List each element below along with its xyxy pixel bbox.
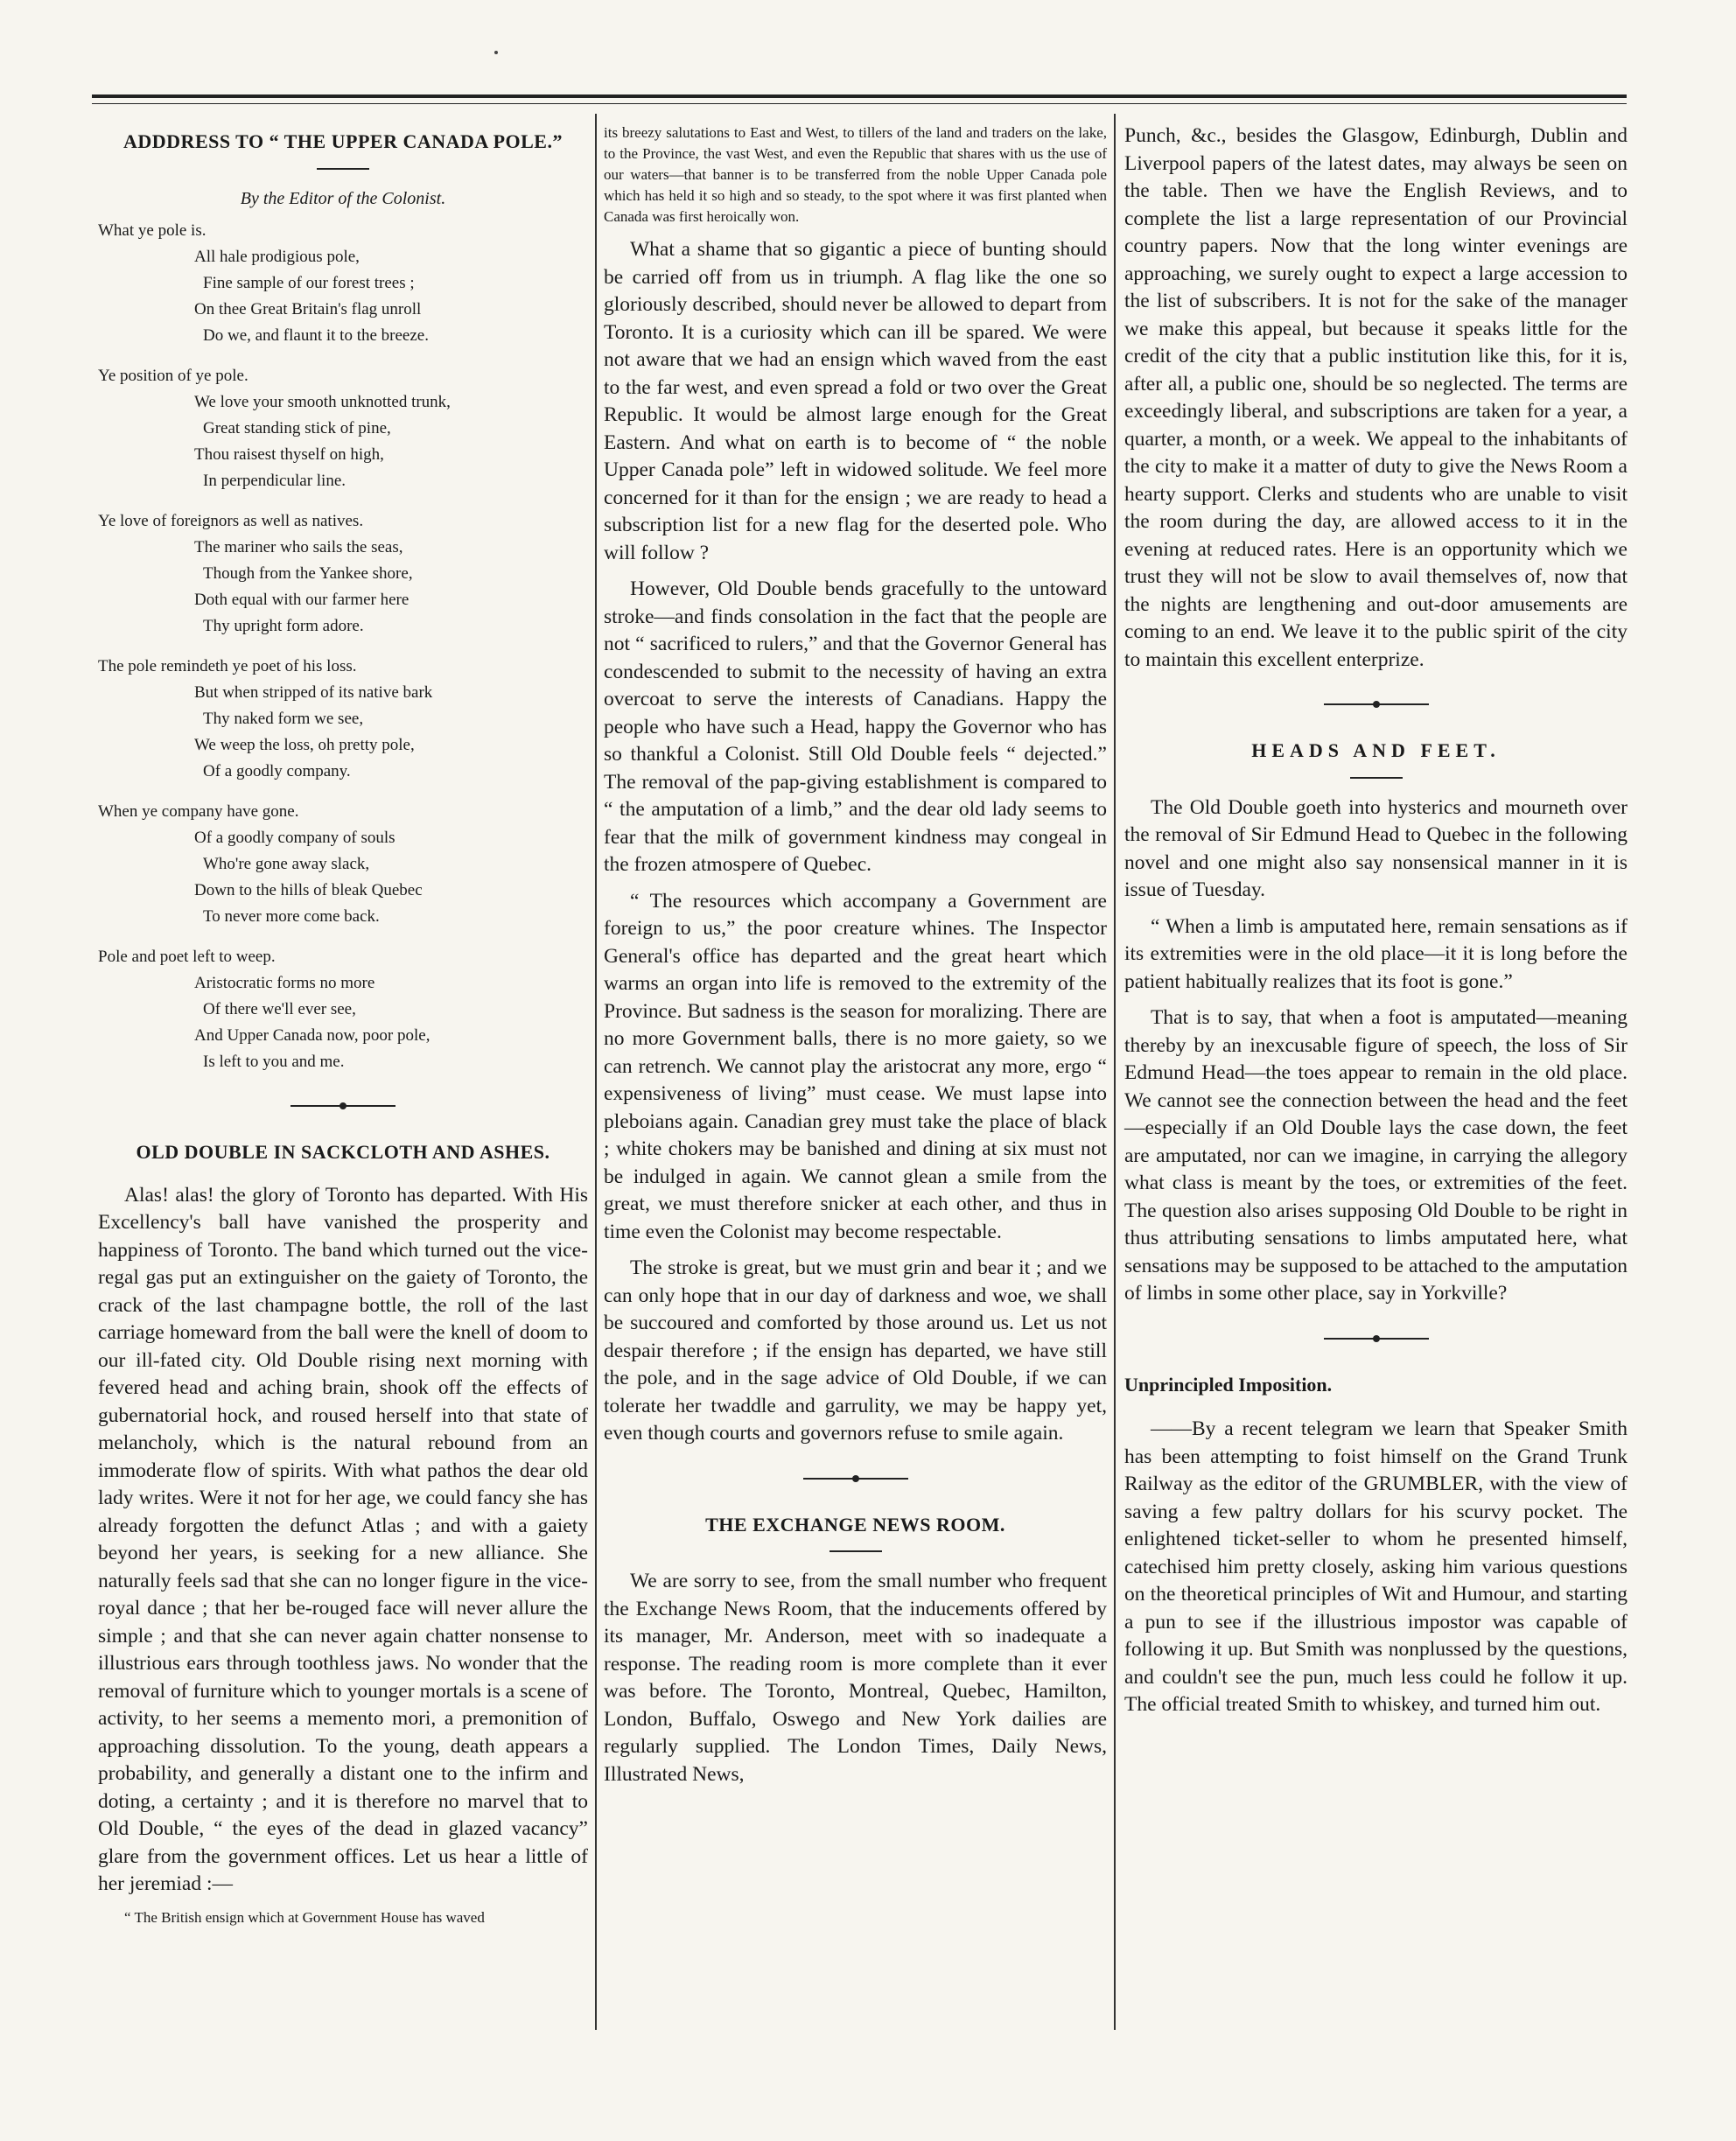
short-rule — [830, 1550, 882, 1552]
poem-line: Thy upright form adore. — [203, 617, 364, 635]
paragraph: However, Old Double bends gracefully to the untoward stroke—and finds consolation in the fact that the people are not “ sacrificed to rulers,” and that the Governor General has condescended to submit to the necessity of having an extra overcoat to serve the interests of Canadians. Happy the people who have such a Head, happy the Governor who has so thankful a Colonist. Still Old Double feels “ dejected.” The removal of the pap-giving establishment is compared to “ the amputation of a limb,” and the dear old lady seems to fear that the milk of government kindness may congeal in the frozen atmospere of Quebec. — [604, 577, 1107, 876]
section-ornament — [290, 1105, 396, 1107]
poem-stanza — [98, 799, 588, 930]
poem-byline: By the Editor of the Colonist. — [240, 188, 446, 208]
column-rule-1 — [595, 114, 597, 2030]
poem-line: Ye position of ye pole. — [98, 367, 248, 385]
poem-line: And Upper Canada now, poor pole, — [194, 1026, 430, 1045]
paragraph: ——By a recent telegram we learn that Speaker Smith has been attempting to foist himself on the Grand Trunk Railway as the editor of the GRUMBLER, with the view of saving a few paltry dollars for his scurvy pocket. The enlightened ticket-seller to whom he presented himself, catechised him pretty closely, asking him various questions on the theoretical principles of Wit and Humour, and starting a pun to see if the illustrious impostor was capable of following it up. But Smith was nonplussed by the questions, and couldn't see the pun, much less could he follow it up. The official treated Smith to whiskey, and turned him out. — [1124, 1417, 1628, 1716]
poem-line: The pole remindeth ye poet of his loss. — [98, 657, 357, 675]
poem-line: Is left to you and me. — [203, 1053, 345, 1071]
column-1 — [98, 122, 588, 1937]
poem-line: What ye pole is. — [98, 221, 206, 240]
poem — [98, 218, 588, 1075]
paragraph: We are sorry to see, from the small number who frequent the Exchange News Room, that the inducements offered by its manager, Mr. Anderson, meet with so inadequate a response. The reading room is more complete than it ever was before. The Toronto, Montreal, Quebec, Hamilton, London, Buffalo, Oswego and New York dailies are regularly supplied. The London Times, Daily News, Illustrated News, — [604, 1570, 1107, 1786]
speck — [494, 51, 498, 54]
poem-line: We love your smooth unknotted trunk, — [194, 393, 451, 411]
poem-stanza — [98, 218, 588, 349]
paragraph: “ The resources which accompany a Government are foreign to us,” the poor creature whines. The Inspector General's office has departed and the great heart which warms an organ into life is removed to the extremity of the Province. But sadness is the season for moralizing. There are no more Government balls, there is no more gaiety, so we can retrench. We cannot play the aristocrat any more, ergo “ expensiveness of living” must cease. We must lapse into pleboians again. Canadian grey must take the place of black ; white chokers may be banished and dining at six must not be indulged in again. We cannot glean a smile from the great, we must therefore snicker at each other, and thus in time even the Colonist may become respectable. — [604, 889, 1107, 1243]
paragraph: What a shame that so gigantic a piece of bunting should be carried off from us in triumph. A flag like the one so gloriously described, should never be allowed to depart from Toronto. It is a curiosity which can ill be spared. We were not aware that we had an ensign which waved from the east to the far west, and even spread a fold or two over the Great Republic. It would be almost large enough for the Great Eastern. And what on earth is to become of “ the noble Upper Canada pole” left in widowed solitude. We feel more concerned for it than for the ensign ; we are ready to head a subscription list for a new flag for the deserted pole. Who will follow ? — [604, 238, 1107, 564]
poem-line: We weep the loss, oh pretty pole, — [194, 736, 415, 754]
section-ornament — [803, 1478, 908, 1480]
poem-title: ADDDRESS TO “ THE UPPER CANADA POLE.” — [123, 130, 563, 152]
section-ornament — [1324, 1338, 1429, 1340]
poem-line: Thy naked form we see, — [203, 710, 364, 728]
poem-line: Of a goodly company of souls — [194, 829, 396, 847]
poem-stanza — [98, 508, 588, 640]
section-ornament — [1324, 703, 1429, 705]
poem-line: Fine sample of our forest trees ; — [203, 274, 415, 292]
poem-stanza — [98, 654, 588, 785]
short-rule — [1350, 777, 1403, 779]
quote-start: “ The British ensign which at Government House has waved — [124, 1908, 485, 1926]
poem-line: All hale prodigious pole, — [194, 248, 360, 266]
poem-line: Thou raisest thyself on high, — [194, 445, 384, 464]
poem-line: Of there we'll ever see, — [203, 1000, 356, 1018]
poem-line: In perpendicular line. — [203, 472, 346, 490]
poem-stanza — [98, 363, 588, 494]
poem-line: Who're gone away slack, — [203, 855, 370, 873]
poem-line: Pole and poet left to weep. — [98, 948, 276, 966]
poem-line: Of a goodly company. — [203, 762, 351, 780]
top-rule — [92, 94, 1627, 98]
article-title: OLD DOUBLE IN SACKCLOTH AND ASHES. — [136, 1141, 550, 1163]
poem-line: When ye company have gone. — [98, 802, 299, 821]
paragraph: The Old Double goeth into hysterics and mourneth over the removal of Sir Edmund Head to Quebec in the following novel and one might also say nonsensical manner in it is issue of Tuesday. — [1124, 795, 1628, 901]
article-body: Alas! alas! the glory of Toronto has departed. With His Excellency's ball have vanished the prosperity and happiness of Toronto. The band which turned out the vice-regal gas put an extinguisher on the gaiety of Toronto, the crack of the last champagne bottle, the roll of the last carriage homeward from the ball were the knell of doom to our ill-fated city. Old Double rising next morning with fevered head and aching brain, shook off the effects of gubernatorial hock, and roused herself into that state of melancholy, which is the natural rebound from an immoderate flow of spirits. With what pathos the dear old lady writes. Were it not for her age, we could fancy she has already forgotten the defunct Atlas ; and with a gaiety beyond her years, is seeking for a new alliance. She naturally feels sad that she can no longer figure in the vice-royal dance ; that her be-rouged face will never allure the simple ; and that she can never again chatter nonsense to illustrious ears through toothless jaws. No wonder that the removal of furniture which to younger mortals is a scene of activity, to her seems a memento mori, a premonition of approaching dissolution. To the young, death appears a probability, and generally a distant one to the infirm and doting, a certainty ; and it is therefore no marvel that to Old Double, “ the eyes of the dead in glazed vacancy” glare from the government offices. Let us hear a little of her jeremiad :— — [98, 1183, 588, 1895]
poem-line: Though from the Yankee shore, — [203, 564, 413, 583]
poem-line: Great standing stick of pine, — [203, 419, 391, 437]
news-room-title: THE EXCHANGE NEWS ROOM. — [705, 1513, 1005, 1536]
poem-line: Down to the hills of bleak Quebec — [194, 881, 423, 899]
paragraph: Punch, &c., besides the Glasgow, Edinburgh, Dublin and Liverpool papers of the latest dates, may always be seen on the table. Then we have the English Reviews, and to complete the list a large representation of our Provincial country papers. Now that the long winter evenings are approaching, we surely ought to expect a large accession to the list of subscribers. It is not for the sake of the manager we make this appeal, but because it speaks little for the credit of the city that a public institution like this, for it is, after all, a public one, should be so neglected. The terms are exceedingly liberal, and subscriptions are taken for a year, a quarter, a month, or a week. We appeal to the inhabitants of the city to make it a matter of duty to give the News Room a hearty support. Clerks and students who are unable to visit the room during the day, are allowed access to it in the evening at reduced rates. Here is an opportunity which we trust they will not be slow to avail themselves of, now that the nights are lengthening and out-door amusements are coming to an end. We leave it to the public spirit of the city to maintain this excellent enterprize. — [1124, 124, 1628, 671]
quote-continued: its breezy salutations to East and West, to tillers of the land and traders on the lake, to the Province, the vast West, and even the Republic that shares with us the use of our waters—that banner is to be transferred from the noble Upper Canada pole which has held it so high and so steady, to the spot where it was first planted when Canada was first heroically won. — [604, 124, 1107, 225]
poem-line: Ye love of foreignors as well as natives. — [98, 512, 364, 530]
poem-line: But when stripped of its native bark — [194, 683, 433, 702]
poem-line: Aristocratic forms no more — [194, 974, 375, 992]
poem-line: On thee Great Britain's flag unroll — [194, 300, 422, 318]
paragraph: “ When a limb is amputated here, remain sensations as if its extremities were in the old place—it it is long before the patient habitually realizes that its foot is gone.” — [1124, 914, 1628, 993]
poem-line: Doth equal with our farmer here — [194, 591, 410, 609]
poem-line: The mariner who sails the seas, — [194, 538, 403, 556]
column-3 — [1124, 122, 1628, 1728]
column-rule-2 — [1114, 114, 1116, 2030]
column-2 — [604, 122, 1107, 1797]
poem-line: Do we, and flaunt it to the breeze. — [203, 326, 429, 345]
poem-line: To never more come back. — [203, 907, 380, 926]
short-rule — [317, 168, 369, 170]
heads-feet-title: HEADS AND FEET. — [1251, 739, 1501, 761]
paragraph: That is to say, that when a foot is amputated—meaning thereby by an inexcusable figure of speech, the loss of Sir Edmund Head—the toes appear to remain in the old place. We cannot see the connection between the head and the feet—especially if an Old Double lays the case down, the feet are amputated, nor can we imagine, in carrying the allegory what class is meant by the toes, or extremities of the feet. The question also arises supposing Old Double to be right in thus attributing sensations to limbs amputated here, what sensations may be supposed to be attached to the amputation of limbs in some other place, say in Yorkville? — [1124, 1006, 1628, 1305]
unprincipled-title: Unprincipled Imposition. — [1124, 1373, 1333, 1396]
paragraph: The stroke is great, but we must grin and bear it ; and we can only hope that in our day of darkness and woe, we shall be succoured and comforted by those around us. Let us not despair therefore ; if the ensign has departed, we have still the pole, and in the sage advice of Old Double, if we can tolerate her twaddle and garrulity, we may be happy yet, even though courts and governors refuse to smile again. — [604, 1256, 1107, 1445]
top-rule-thin — [92, 103, 1627, 104]
poem-stanza — [98, 944, 588, 1075]
